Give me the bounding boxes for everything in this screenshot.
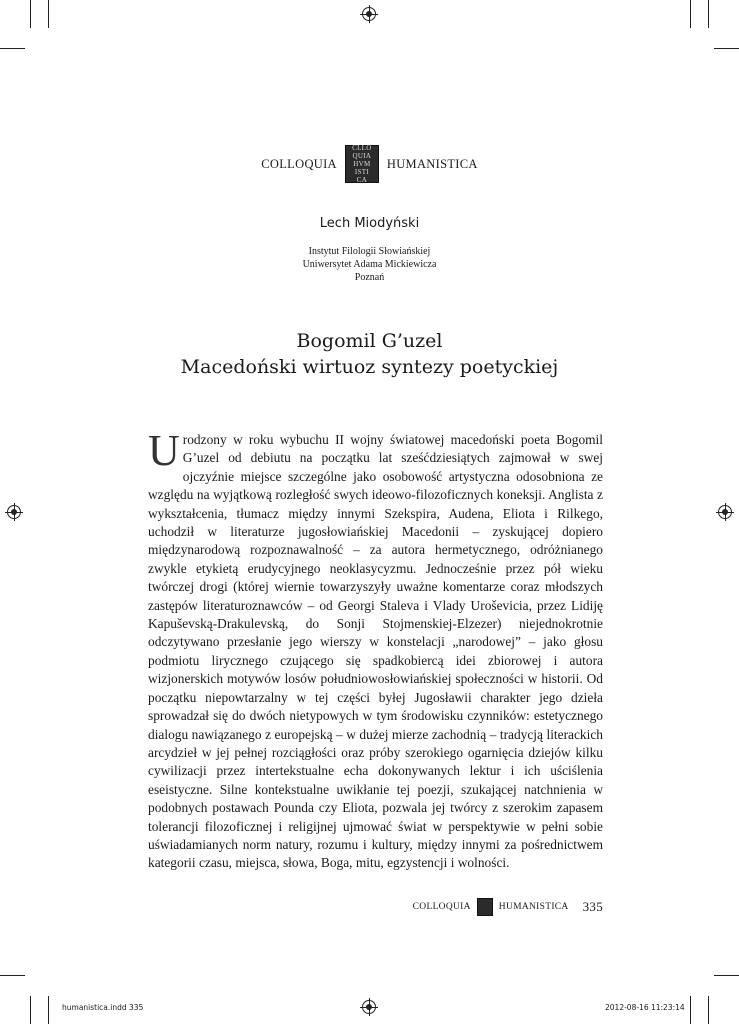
author-affiliation — [0, 245, 739, 284]
crop-mark — [0, 975, 25, 976]
crop-mark — [714, 975, 739, 976]
crop-mark — [0, 48, 25, 49]
crop-mark — [48, 996, 49, 1024]
crop-mark — [690, 996, 691, 1024]
logo-line: HVM — [353, 160, 371, 168]
title-line-2: Macedoński wirtuoz syntezy poetyckiej — [180, 356, 559, 378]
article-body — [148, 426, 603, 873]
logo-line: CLLO — [352, 144, 372, 152]
crop-mark — [30, 0, 31, 28]
masthead-right: HUMANISTICA — [386, 156, 478, 171]
footer-left: COLLOQUIA — [412, 902, 471, 912]
page-number: 335 — [582, 899, 603, 914]
affiliation-institute: Instytut Filologii Słowiańskiej — [308, 246, 431, 257]
article-paragraph: rodzony w roku wybuchu II wojny światowej macedoński poeta Bogomil G’uzel od debiutu na początku lat sześćdziesiątych zajmował w swej ojczyźnie miejsce szczególne jako osobowość artystyczna odosobniona ze względu na wyjątkową rozległość swych ideowo-filozoficznych koneksji. Anglista z wykształcenia, tłumacz między innymi Szekspira, Audena, Eliota i Rilkego, uchodził w literaturze jugosłowiańskiej Macedonii – zyskującej dopiero międzynarodową rozpoznawalność – za autora hermetycznego, odróżnianego zwykle etykietą erudycyjnego neoklasycyzmu. Jednocześnie przez pół wieku twórczej drogi (której wiernie towarzyszyły uważne komentarze coraz młodszych zastępów literaturoznawców – od Georgi Staleva i Vlady Uroševicia, przez Lidiję Kapuševską-Drakulevską, do Sonji Stojmenskiej-Elzezer) niejednokrotnie odczytywano przesłanie jego wierszy w konstelacji „narodowej” – jako głosu podmiotu lirycznego czującego się spadkobiercą idei zbiorowej i autora wizjonerskich motywów losów południowosłowiańskiej społeczności w historii. Od początku niepowtarzalny w tej części byłej Jugosławii charakter jego dzieła sprowadzał się do dwóch nietypowych w tym środowisku czynników: estetycznego dialogu nawiązanego z europejską – w dużej mierze zachodnią – tradycją literackich arcydzieł w jej pełnej rozciągłości oraz próby szerokiego ogarnięcia dziejów kilku cywilizacji przez intertekstualne echa dokonywanych lektur i ich uściślenia eseistyczne. Silne kontekstualne uwikłanie tej poezji, szukającej natchnienia w podobnych postawach Pounda czy Eliota, pozwala jej twórcy z szerokim zapasem tolerancji filozoficznej i religijnej ujmować świat w perspektywie w pełni sobie uświadamianych norm natury, rozumu i kultury, między innymi za pośrednictwem kategorii czasu, miejsca, słowa, Boga, mitu, egzystencji i wolności. — [148, 432, 603, 871]
slug-filename: humanistica.indd 335 — [62, 1003, 144, 1012]
footer-right: HUMANISTICA — [498, 902, 569, 912]
logo-line: ISTI — [354, 168, 369, 176]
journal-logo-icon — [345, 145, 379, 183]
crop-mark — [708, 0, 709, 28]
affiliation-city: Poznań — [354, 272, 385, 283]
logo-line: QUIA — [352, 152, 372, 160]
author-name: Lech Miodyński — [319, 216, 420, 231]
crop-mark — [30, 996, 31, 1024]
drop-cap: U — [148, 426, 180, 475]
affiliation-university: Uniwersytet Adama Mickiewicza — [302, 259, 437, 270]
registration-mark-icon — [7, 505, 21, 519]
crop-mark — [690, 0, 691, 28]
crop-mark — [708, 996, 709, 1024]
slug-timestamp: 2012-08-16 11:23:14 — [605, 1003, 685, 1012]
crop-mark — [714, 48, 739, 49]
registration-mark-icon — [362, 1000, 376, 1014]
journal-masthead — [0, 145, 739, 183]
crop-mark — [48, 0, 49, 28]
journal-logo-small-icon — [477, 898, 493, 916]
masthead-left: COLLOQUIA — [261, 156, 337, 171]
article-title — [0, 328, 739, 380]
registration-mark-icon — [362, 7, 376, 21]
logo-line: CA — [356, 176, 368, 184]
title-line-1: Bogomil G’uzel — [296, 330, 443, 352]
registration-mark-icon — [718, 505, 732, 519]
page-footer — [0, 898, 603, 916]
